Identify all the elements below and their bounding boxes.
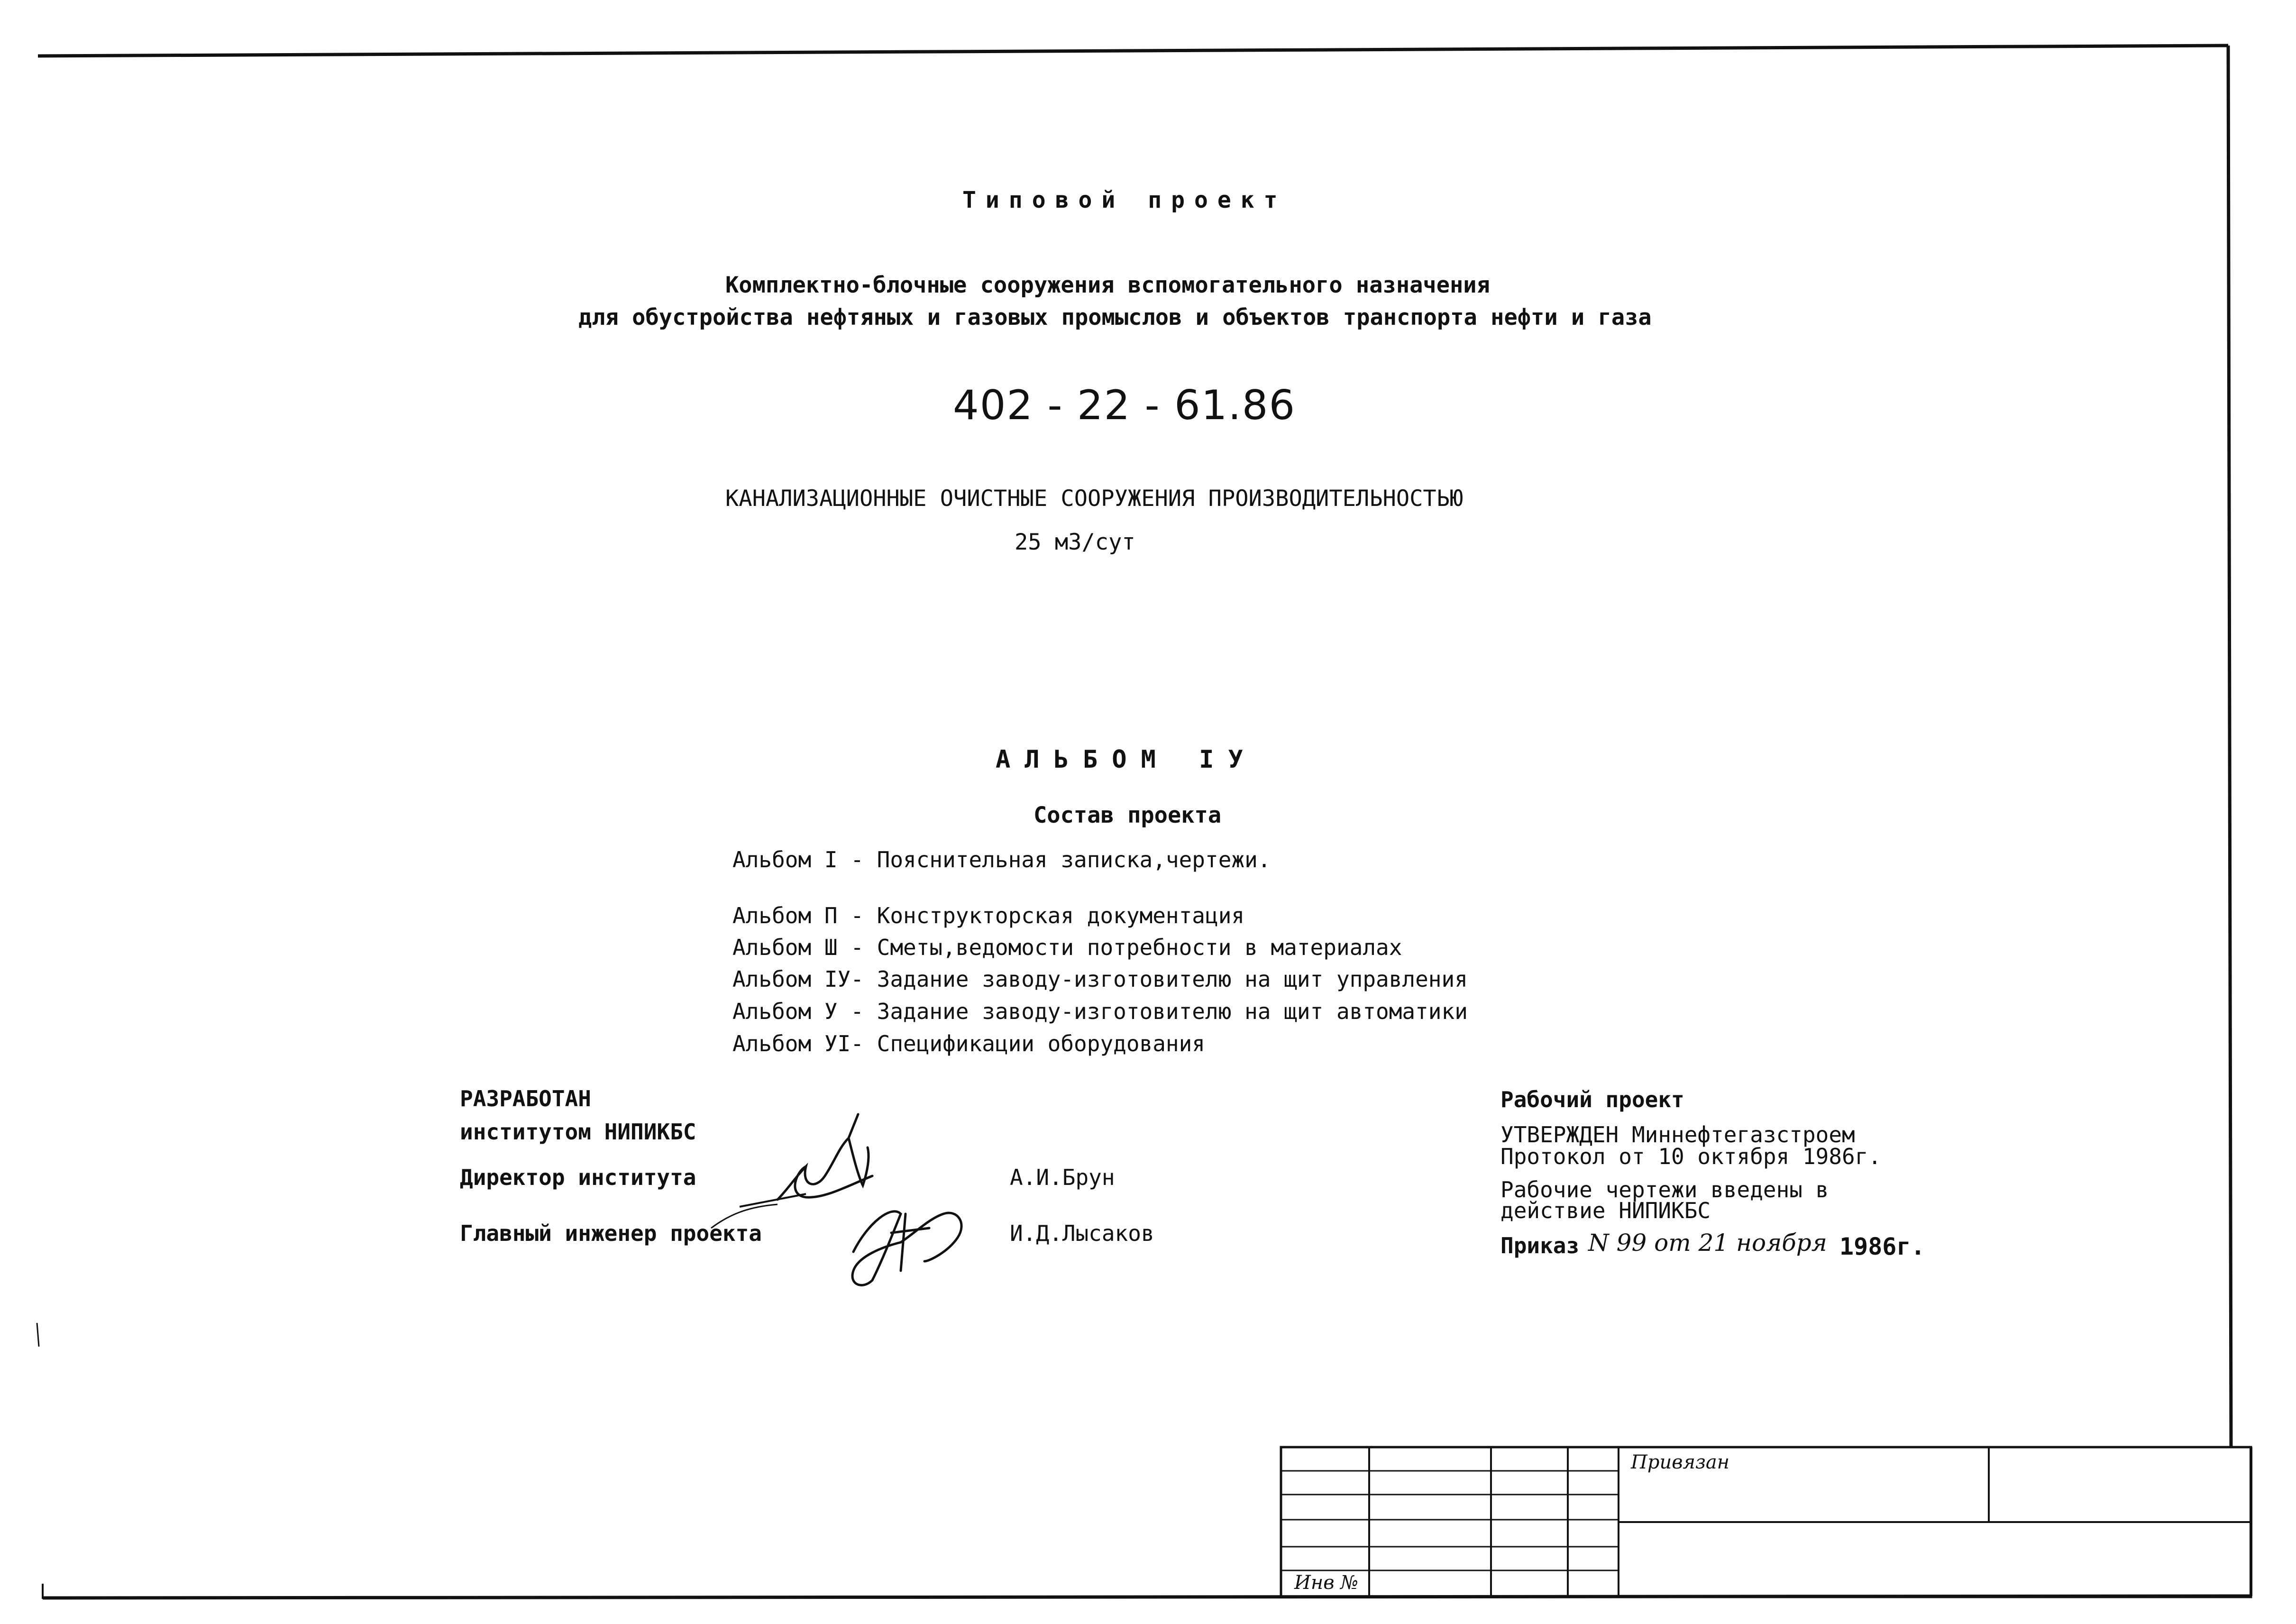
subtitle-line-1: Комплектно-блочные сооружения вспомогательного назначения — [725, 272, 1490, 298]
approval-line-4: Рабочие чертежи введены в — [1500, 1177, 1829, 1202]
director-label: Директор института — [460, 1165, 696, 1190]
album-list-item: Альбом УI- Спецификации оборудования — [732, 1031, 1205, 1056]
album-list-item: Альбом У - Задание заводу-изготовителю на щит автоматики — [732, 999, 1468, 1024]
object-name-line-2: 25 м3/сут — [1015, 529, 1135, 555]
object-name-line-1: КАНАЛИЗАЦИОННЫЕ ОЧИСТНЫЕ СООРУЖЕНИЯ ПРОИЗВОДИТЕЛЬНОСТЬЮ — [725, 486, 1464, 512]
order-handwritten: N 99 от 21 ноября — [1588, 1229, 1827, 1257]
project-code: 402 - 22 - 61.86 — [953, 382, 1296, 429]
album-list-item: Альбом I - Пояснительная записка,чертежи. — [732, 847, 1271, 872]
composition-title: Состав проекта — [1034, 802, 1222, 828]
director-name: А.И.Брун — [1010, 1165, 1115, 1190]
document-title: Типовой проект — [962, 187, 1287, 213]
chief-engineer-name: И.Д.Лысаков — [1010, 1220, 1154, 1246]
album-list-item: Альбом Ш - Сметы,ведомости потребности в материалах — [732, 935, 1402, 960]
inventory-number-label: Инв № — [1294, 1572, 1359, 1594]
approval-line-1: Рабочий проект — [1500, 1087, 1684, 1112]
order-prefix: Приказ — [1500, 1233, 1580, 1258]
album-list-item: Альбом IУ- Задание заводу-изготовителю на щит управления — [732, 966, 1468, 992]
institute-label: институтом НИПИКБС — [460, 1119, 696, 1145]
linked-label: Привязан — [1631, 1451, 1730, 1473]
approval-line-2: УТВЕРЖДЕН Миннефтегазстроем — [1500, 1122, 1855, 1147]
album-list-item: Альбом П - Конструкторская документация — [732, 903, 1245, 928]
developed-label: РАЗРАБОТАН — [460, 1086, 591, 1111]
subtitle-line-2: для обустройства нефтяных и газовых промыслов и объектов транспорта нефти и газа — [578, 304, 1652, 330]
approval-line-3: Протокол от 10 октября 1986г. — [1500, 1144, 1882, 1169]
order-year: 1986г. — [1839, 1233, 1925, 1260]
album-heading: АЛЬБОМ IУ — [996, 745, 1257, 774]
approval-line-5: действие НИПИКБС — [1500, 1198, 1711, 1223]
chief-engineer-label: Главный инженер проекта — [460, 1220, 762, 1246]
